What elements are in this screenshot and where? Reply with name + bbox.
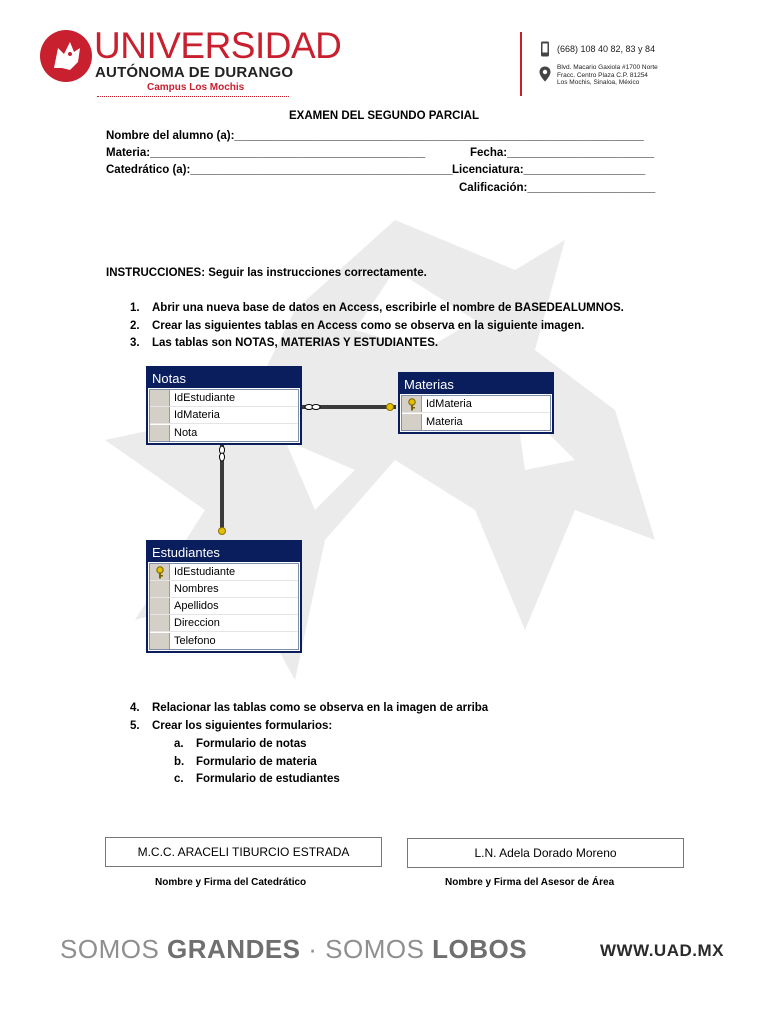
- date-field: Fecha:_______________________: [470, 147, 655, 159]
- footer-url-link[interactable]: WWW.UAD.MX: [600, 941, 724, 960]
- address-line: Los Mochis, Sinaloa, México: [557, 79, 640, 86]
- exam-title: EXAMEN DEL SEGUNDO PARCIAL: [289, 110, 479, 122]
- table-row[interactable]: [150, 407, 298, 424]
- row-selector: [150, 581, 170, 597]
- column-name: Direccion: [174, 617, 220, 629]
- row-selector: [150, 615, 170, 631]
- university-subtitle: AUTÓNOMA DE DURANGO: [95, 64, 294, 81]
- subject-field: Materia:___________________________________________: [106, 147, 426, 159]
- table-row[interactable]: [150, 581, 298, 598]
- row-selector: [150, 633, 170, 649]
- advisor-signature-label: Nombre y Firma del Asesor de Área: [445, 877, 615, 888]
- list-number: b.: [174, 755, 185, 768]
- row-selector: [150, 407, 170, 423]
- table-materias[interactable]: [398, 372, 554, 434]
- table-row[interactable]: [150, 424, 298, 441]
- list-text: Formulario de notas: [196, 738, 307, 750]
- advisor-signature-box: L.N. Adela Dorado Moreno: [407, 838, 684, 868]
- table-row[interactable]: [150, 598, 298, 615]
- list-text: Formulario de materia: [196, 755, 317, 768]
- contact-phone: (668) 108 40 82, 83 y 84: [557, 44, 656, 54]
- list-number: 2.: [130, 319, 140, 332]
- list-text: Relacionar las tablas como se observa en la imagen de arriba: [152, 702, 489, 714]
- table-notas[interactable]: [146, 366, 302, 445]
- list-number: 5.: [130, 719, 140, 732]
- address-line: Fracc. Centro Plaza C.P. 81254: [557, 71, 648, 79]
- table-estudiantes[interactable]: [146, 540, 302, 653]
- table-columns: [149, 563, 299, 650]
- table-title: Notas: [148, 368, 300, 388]
- table-row[interactable]: [402, 396, 550, 413]
- table-row[interactable]: [402, 413, 550, 430]
- row-selector: [150, 390, 170, 406]
- list-text: Crear las siguientes tablas en Access como se observa en la siguiente imagen.: [152, 319, 585, 332]
- teacher-signature-label: Nombre y Firma del Catedrático: [155, 877, 307, 888]
- list-number: 3.: [130, 337, 140, 349]
- key-icon: [387, 404, 394, 411]
- table-columns: [401, 395, 551, 431]
- table-title: Materias: [400, 374, 552, 394]
- list-number: c.: [174, 773, 184, 785]
- slogan-part: GRANDES: [167, 934, 301, 964]
- row-selector: [150, 425, 170, 441]
- university-name: UNIVERSIDAD: [94, 25, 342, 66]
- list-number: 1.: [130, 302, 140, 314]
- key-icon: [219, 528, 226, 535]
- campus-name: Campus Los Mochis: [147, 82, 245, 93]
- primary-key-icon: [150, 564, 170, 580]
- column-name: Apellidos: [174, 600, 219, 612]
- slogan-part: SOMOS: [60, 934, 168, 964]
- column-name: IdMateria: [174, 409, 220, 421]
- column-name: IdEstudiante: [174, 392, 236, 404]
- slogan-part: LOBOS: [432, 934, 528, 964]
- row-selector: [150, 598, 170, 614]
- instructions-heading: INSTRUCCIONES: Seguir las instrucciones correctamente.: [106, 267, 427, 279]
- grade-field: Calificación:____________________: [459, 182, 656, 194]
- table-row[interactable]: [150, 632, 298, 649]
- column-name: IdMateria: [426, 398, 472, 410]
- primary-key-icon: [402, 396, 422, 412]
- table-columns: [149, 389, 299, 442]
- list-text: Crear los siguientes formularios:: [152, 719, 333, 732]
- row-selector: [402, 414, 422, 430]
- slogan-part: · SOMOS: [300, 934, 433, 964]
- column-name: Telefono: [174, 634, 216, 647]
- list-text: Abrir una nueva base de datos en Access, escribirle el nombre de BASEDEALUMNOS.: [152, 302, 624, 314]
- degree-field: Licenciatura:___________________: [452, 164, 646, 176]
- table-title: Estudiantes: [148, 542, 300, 562]
- list-text: Formulario de estudiantes: [196, 773, 340, 785]
- table-row[interactable]: [150, 615, 298, 632]
- list-number: a.: [174, 738, 184, 750]
- column-name: Nota: [174, 426, 198, 439]
- student-name-field: Nombre del alumno (a):________________________________________________________________: [106, 130, 644, 142]
- list-text: Las tablas son NOTAS, MATERIAS Y ESTUDIANTES.: [152, 337, 439, 349]
- table-row[interactable]: [150, 564, 298, 581]
- teacher-signature-box: M.C.C. ARACELI TIBURCIO ESTRADA: [105, 837, 382, 867]
- table-row[interactable]: [150, 390, 298, 407]
- address-line: Blvd. Macario Gaxiola #1700 Norte: [557, 64, 658, 71]
- list-number: 4.: [130, 702, 140, 714]
- teacher-field: Catedrático (a):_________________________________________: [106, 164, 453, 176]
- column-name: IdEstudiante: [174, 566, 236, 578]
- column-name: Nombres: [174, 583, 219, 595]
- column-name: Materia: [426, 415, 463, 428]
